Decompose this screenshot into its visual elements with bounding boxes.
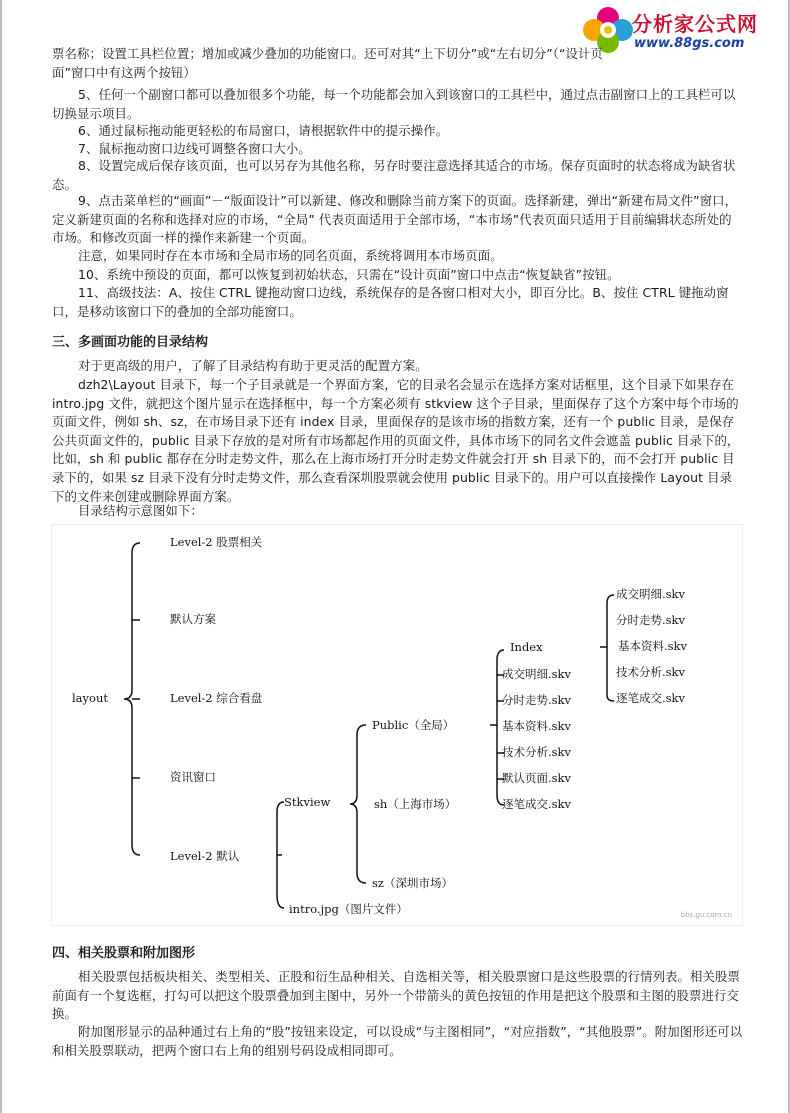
node-level2-stock: Level-2 股票相关 (170, 535, 263, 549)
node-public-item: 技术分析.skv (502, 745, 572, 759)
node-intro-jpg: intro.jpg（图片文件） (289, 902, 408, 916)
paragraph-6: 9、点击菜单栏的“画面”－“版面设计”可以新建、修改和删除当前方案下的页面。选择新建，弹出“新建布局文件”窗口，定义新建页面的名称和选择对应的市场，“全局” 代表页面适用于全部市场，“本市场”代表页面只适用于目前编辑状态所处的市场。和修改页面一样的操作来新建一个页面。 (52, 193, 738, 246)
section-heading-4: 四、相关股票和附加图形 (52, 946, 196, 961)
paragraph-12: 目录结构示意图如下： (78, 503, 203, 518)
paragraph-13: 相关股票包括板块相关、类型相关、正股和衍生品种相关、自选相关等，相关股票窗口是这些股票的行情列表。相关股票前面有一个复选框，打勾可以把这个股票叠加到主图中，另外一个带箭头的黄色按钮的作用是把这个股票和主图的股票进行交换。 (52, 969, 741, 1022)
node-public-item: 逐笔成交.skv (502, 797, 572, 811)
node-news-window: 资讯窗口 (170, 770, 216, 784)
node-index-item: 分时走势.skv (616, 613, 686, 627)
logo-url: www.88gs.com (634, 36, 745, 51)
paragraph-8: 10、系统中预设的页面，都可以恢复到初始状态，只需在“设计页面”窗口中点击“恢复缺省”按钮。 (78, 267, 620, 282)
node-layout: layout (72, 691, 108, 705)
node-public: Public（全局） (372, 718, 455, 732)
node-stkview: Stkview (284, 795, 331, 809)
paragraph-3: 6、通过鼠标拖动能更轻松的布局窗口，请根据软件中的提示操作。 (78, 123, 449, 138)
node-level2-overview: Level-2 综合看盘 (170, 691, 263, 705)
paragraph-11: dzh2\Layout 目录下，每一个子目录就是一个界面方案，它的目录名会显示在选择方案对话框里，这个目录下如果存在 intro.jpg 文件，就把这个图片显示在选择框中，每一个方案必须有 stkview 这个子目录，里面保存了这个方案中每个市场的页面文件，例如 sh、sz，在市场目录下还有 index 目录，里面保存的是该市场的指数方案，还有一个 public 目录，是保存公共页面文件的，public 目录下存放的是对所有市场都起作用的页面文件，具体市场下的同名文件会遮盖 public 目录下的，比如，sh 和 public 都存在分时走势文件，那么在上海市场打开分时走势文件就会打开 sh 目录下的，而不会打开 public 目录下的，如果 sz 目录下没有分时走势文件，那么查看深圳股票就会使用 public 目录下的。用户可以直接操作 Layout 目录下的文件来创建或删除界面方案。 (52, 377, 740, 504)
paragraph-10: 对于更高级的用户，了解了目录结构有助于更灵活的配置方案。 (78, 358, 428, 373)
paragraph-14: 附加图形显示的品种通过右上角的“股”按钮来设定，可以设成“与主图相同”，“对应指数”，“其他股票”。附加图形还可以和相关股票联动，把两个窗口右上角的组别号码设成相同即可。 (52, 1024, 743, 1058)
node-default-scheme: 默认方案 (170, 612, 216, 626)
paragraph-4: 7、鼠标拖动窗口边线可调整各窗口大小。 (78, 141, 311, 156)
node-index: Index (510, 640, 543, 654)
paragraph-5: 8、设置完成后保存该页面，也可以另存为其他名称，另存时要注意选择其适合的市场。保存页面时的状态将成为缺省状态。 (52, 158, 736, 192)
section-heading-3: 三、多画面功能的目录结构 (52, 335, 209, 350)
node-public-item: 默认页面.skv (502, 771, 572, 785)
node-index-item: 逐笔成交.skv (616, 691, 686, 705)
node-public-item: 基本资料.skv (502, 719, 572, 733)
diagram-watermark: bbs.gu.com.cn (680, 911, 732, 919)
node-sh: sh（上海市场） (374, 797, 457, 811)
node-index-item: 基本资料.skv (618, 639, 688, 653)
node-public-item: 分时走势.skv (502, 693, 572, 707)
node-public-item: 成交明细.skv (502, 667, 572, 681)
node-sz: sz（深圳市场） (372, 876, 453, 890)
paragraph-1: 票名称；设置工具栏位置；增加或减少叠加的功能窗口。还可对其“上下切分”或“左右切分”（“设计页面”窗口中有这两个按钮） (52, 46, 604, 80)
node-index-item: 技术分析.skv (616, 665, 686, 679)
paragraph-9: 11、高级技法：A、按住 CTRL 键拖动窗口边线，系统保存的是各窗口相对大小，即百分比。B、按住 CTRL 键拖动窗口，是移动该窗口下的叠加的全部功能窗口。 (52, 285, 729, 319)
node-level2-default: Level-2 默认 (170, 849, 240, 863)
paragraph-2: 5、任何一个副窗口都可以叠加很多个功能，每一个功能都会加入到该窗口的工具栏中，通过点击副窗口上的工具栏可以切换显示项目。 (52, 87, 736, 121)
logo-title: 分析家公式网 (632, 12, 758, 36)
node-index-item: 成交明细.skv (616, 587, 686, 601)
paragraph-7: 注意，如果同时存在本市场和全局市场的同名页面，系统将调用本市场页面。 (78, 248, 503, 263)
directory-tree-diagram (52, 525, 742, 925)
